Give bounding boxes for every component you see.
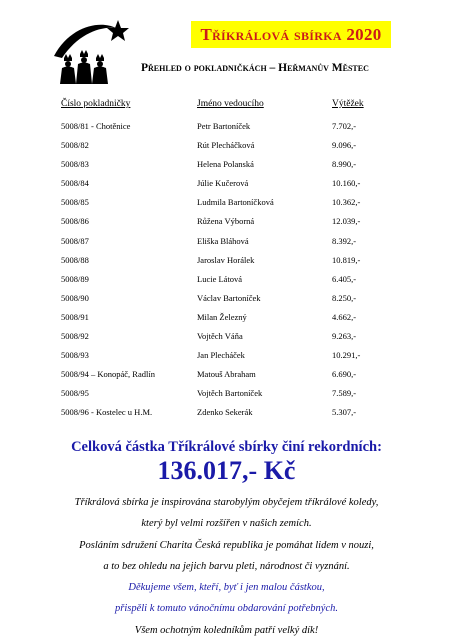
yield-cell: 12.039,- bbox=[332, 216, 361, 227]
yield-cell: 6.405,- bbox=[332, 273, 357, 284]
table-row bbox=[0, 236, 453, 255]
yield-cell: 8.990,- bbox=[332, 159, 357, 170]
leader-name-cell: Václav Bartoníček bbox=[197, 292, 261, 303]
box-number-cell: 5008/94 – Konopáč, Radlín bbox=[61, 369, 155, 380]
total-label: Celková částka Tříkrálové sbírky činí rekordních: bbox=[71, 439, 382, 455]
table-row bbox=[0, 159, 453, 178]
yield-cell: 7.702,- bbox=[332, 121, 357, 131]
column-header-box-number: Číslo pokladničky bbox=[61, 99, 131, 109]
table-header bbox=[0, 99, 453, 113]
box-number-cell: 5008/95 bbox=[61, 388, 89, 399]
table-row bbox=[0, 140, 453, 159]
box-number-cell: 5008/84 bbox=[61, 178, 89, 189]
column-header-leader-name: Jméno vedoucího bbox=[197, 99, 264, 109]
yield-cell: 9.263,- bbox=[332, 331, 357, 342]
page-subtitle bbox=[141, 62, 441, 74]
box-number-cell: 5008/92 bbox=[61, 331, 89, 342]
closing-line: Posláním sdružení Charita Česká republika je pomáhat lidem v nouzi, bbox=[79, 539, 374, 551]
page-title-text: Tříkrálová sbírka 2020 bbox=[200, 24, 382, 44]
box-number-cell: 5008/83 bbox=[61, 159, 89, 170]
closing-line: Děkujeme všem, kteří, byť i jen malou částkou, bbox=[128, 582, 325, 594]
leader-name-cell: Petr Bartoníček bbox=[197, 121, 251, 131]
leader-name-cell: Helena Polanská bbox=[197, 159, 254, 170]
closing-text bbox=[0, 492, 453, 641]
box-number-cell: 5008/85 bbox=[61, 197, 89, 208]
yield-cell: 10.362,- bbox=[332, 197, 361, 208]
box-number-cell: 5008/81 - Chotěnice bbox=[61, 121, 131, 131]
table-row bbox=[0, 274, 453, 293]
table-row bbox=[0, 407, 453, 426]
leader-name-cell: Vojtěch Váňa bbox=[197, 331, 243, 342]
page-title bbox=[191, 21, 391, 48]
yield-cell: 10.291,- bbox=[332, 350, 361, 361]
box-number-cell: 5008/87 bbox=[61, 235, 89, 246]
table-row bbox=[0, 388, 453, 407]
yield-cell: 7.589,- bbox=[332, 388, 357, 399]
box-number-cell: 5008/91 bbox=[61, 311, 89, 322]
table-row bbox=[0, 312, 453, 331]
closing-line: přispěli k tomuto vánočnímu obdarování potřebných. bbox=[115, 603, 338, 615]
leader-name-cell: Ludmila Bartoníčková bbox=[197, 197, 274, 208]
leader-name-cell: Milan Železný bbox=[197, 311, 247, 322]
leader-name-cell: Jan Plecháček bbox=[197, 350, 245, 361]
box-number-cell: 5008/89 bbox=[61, 273, 89, 284]
yield-cell: 4.662,- bbox=[332, 311, 357, 322]
table-row bbox=[0, 197, 453, 216]
table-row bbox=[0, 293, 453, 312]
yield-cell: 10.819,- bbox=[332, 254, 361, 265]
table-row bbox=[0, 369, 453, 388]
yield-cell: 9.096,- bbox=[332, 140, 357, 151]
box-number-cell: 5008/90 bbox=[61, 292, 89, 303]
leader-name-cell: Vojtěch Bartoníček bbox=[197, 388, 263, 399]
collection-table bbox=[0, 121, 453, 427]
column-header-yield: Výtěžek bbox=[332, 99, 364, 109]
closing-line: a to bez ohledu na jejich barvu pleti, národnost či vyznání. bbox=[103, 560, 350, 572]
table-row bbox=[0, 331, 453, 350]
yield-cell: 8.250,- bbox=[332, 292, 357, 303]
box-number-cell: 5008/93 bbox=[61, 350, 89, 361]
yield-cell: 10.160,- bbox=[332, 178, 361, 189]
yield-cell: 8.392,- bbox=[332, 235, 357, 246]
closing-line: Tříkrálová sbírka je inspirována starobylým obyčejem tříkrálové koledy, bbox=[74, 497, 379, 508]
three-kings-star-logo-icon bbox=[50, 16, 130, 86]
table-row bbox=[0, 121, 453, 140]
closing-line: Všem ochotným koledníkům patří velký dík! bbox=[134, 624, 319, 636]
box-number-cell: 5008/88 bbox=[61, 254, 89, 265]
leader-name-cell: Júlie Kučerová bbox=[197, 178, 249, 189]
table-row bbox=[0, 216, 453, 235]
leader-name-cell: Rút Plecháčková bbox=[197, 140, 255, 151]
page-subtitle-text: Přehled o pokladničkách – Heřmanův Městec bbox=[141, 62, 369, 74]
leader-name-cell: Matouš Abraham bbox=[197, 369, 256, 380]
leader-name-cell: Zdenko Sekerák bbox=[197, 407, 253, 418]
table-row bbox=[0, 255, 453, 274]
table-row bbox=[0, 178, 453, 197]
box-number-cell: 5008/82 bbox=[61, 140, 89, 151]
box-number-cell: 5008/86 bbox=[61, 216, 89, 227]
leader-name-cell: Eliška Bláhová bbox=[197, 235, 249, 246]
table-row bbox=[0, 350, 453, 369]
closing-line: který byl velmi rozšířen v našich zemích. bbox=[141, 518, 312, 530]
total-amount: 136.017,- Kč bbox=[157, 456, 296, 485]
leader-name-cell: Růžena Výborná bbox=[197, 216, 255, 227]
box-number-cell: 5008/96 - Kostelec u H.M. bbox=[61, 407, 153, 418]
yield-cell: 6.690,- bbox=[332, 369, 357, 380]
leader-name-cell: Lucie Látová bbox=[197, 273, 243, 284]
yield-cell: 5.307,- bbox=[332, 407, 357, 418]
leader-name-cell: Jaroslav Horálek bbox=[197, 254, 255, 265]
